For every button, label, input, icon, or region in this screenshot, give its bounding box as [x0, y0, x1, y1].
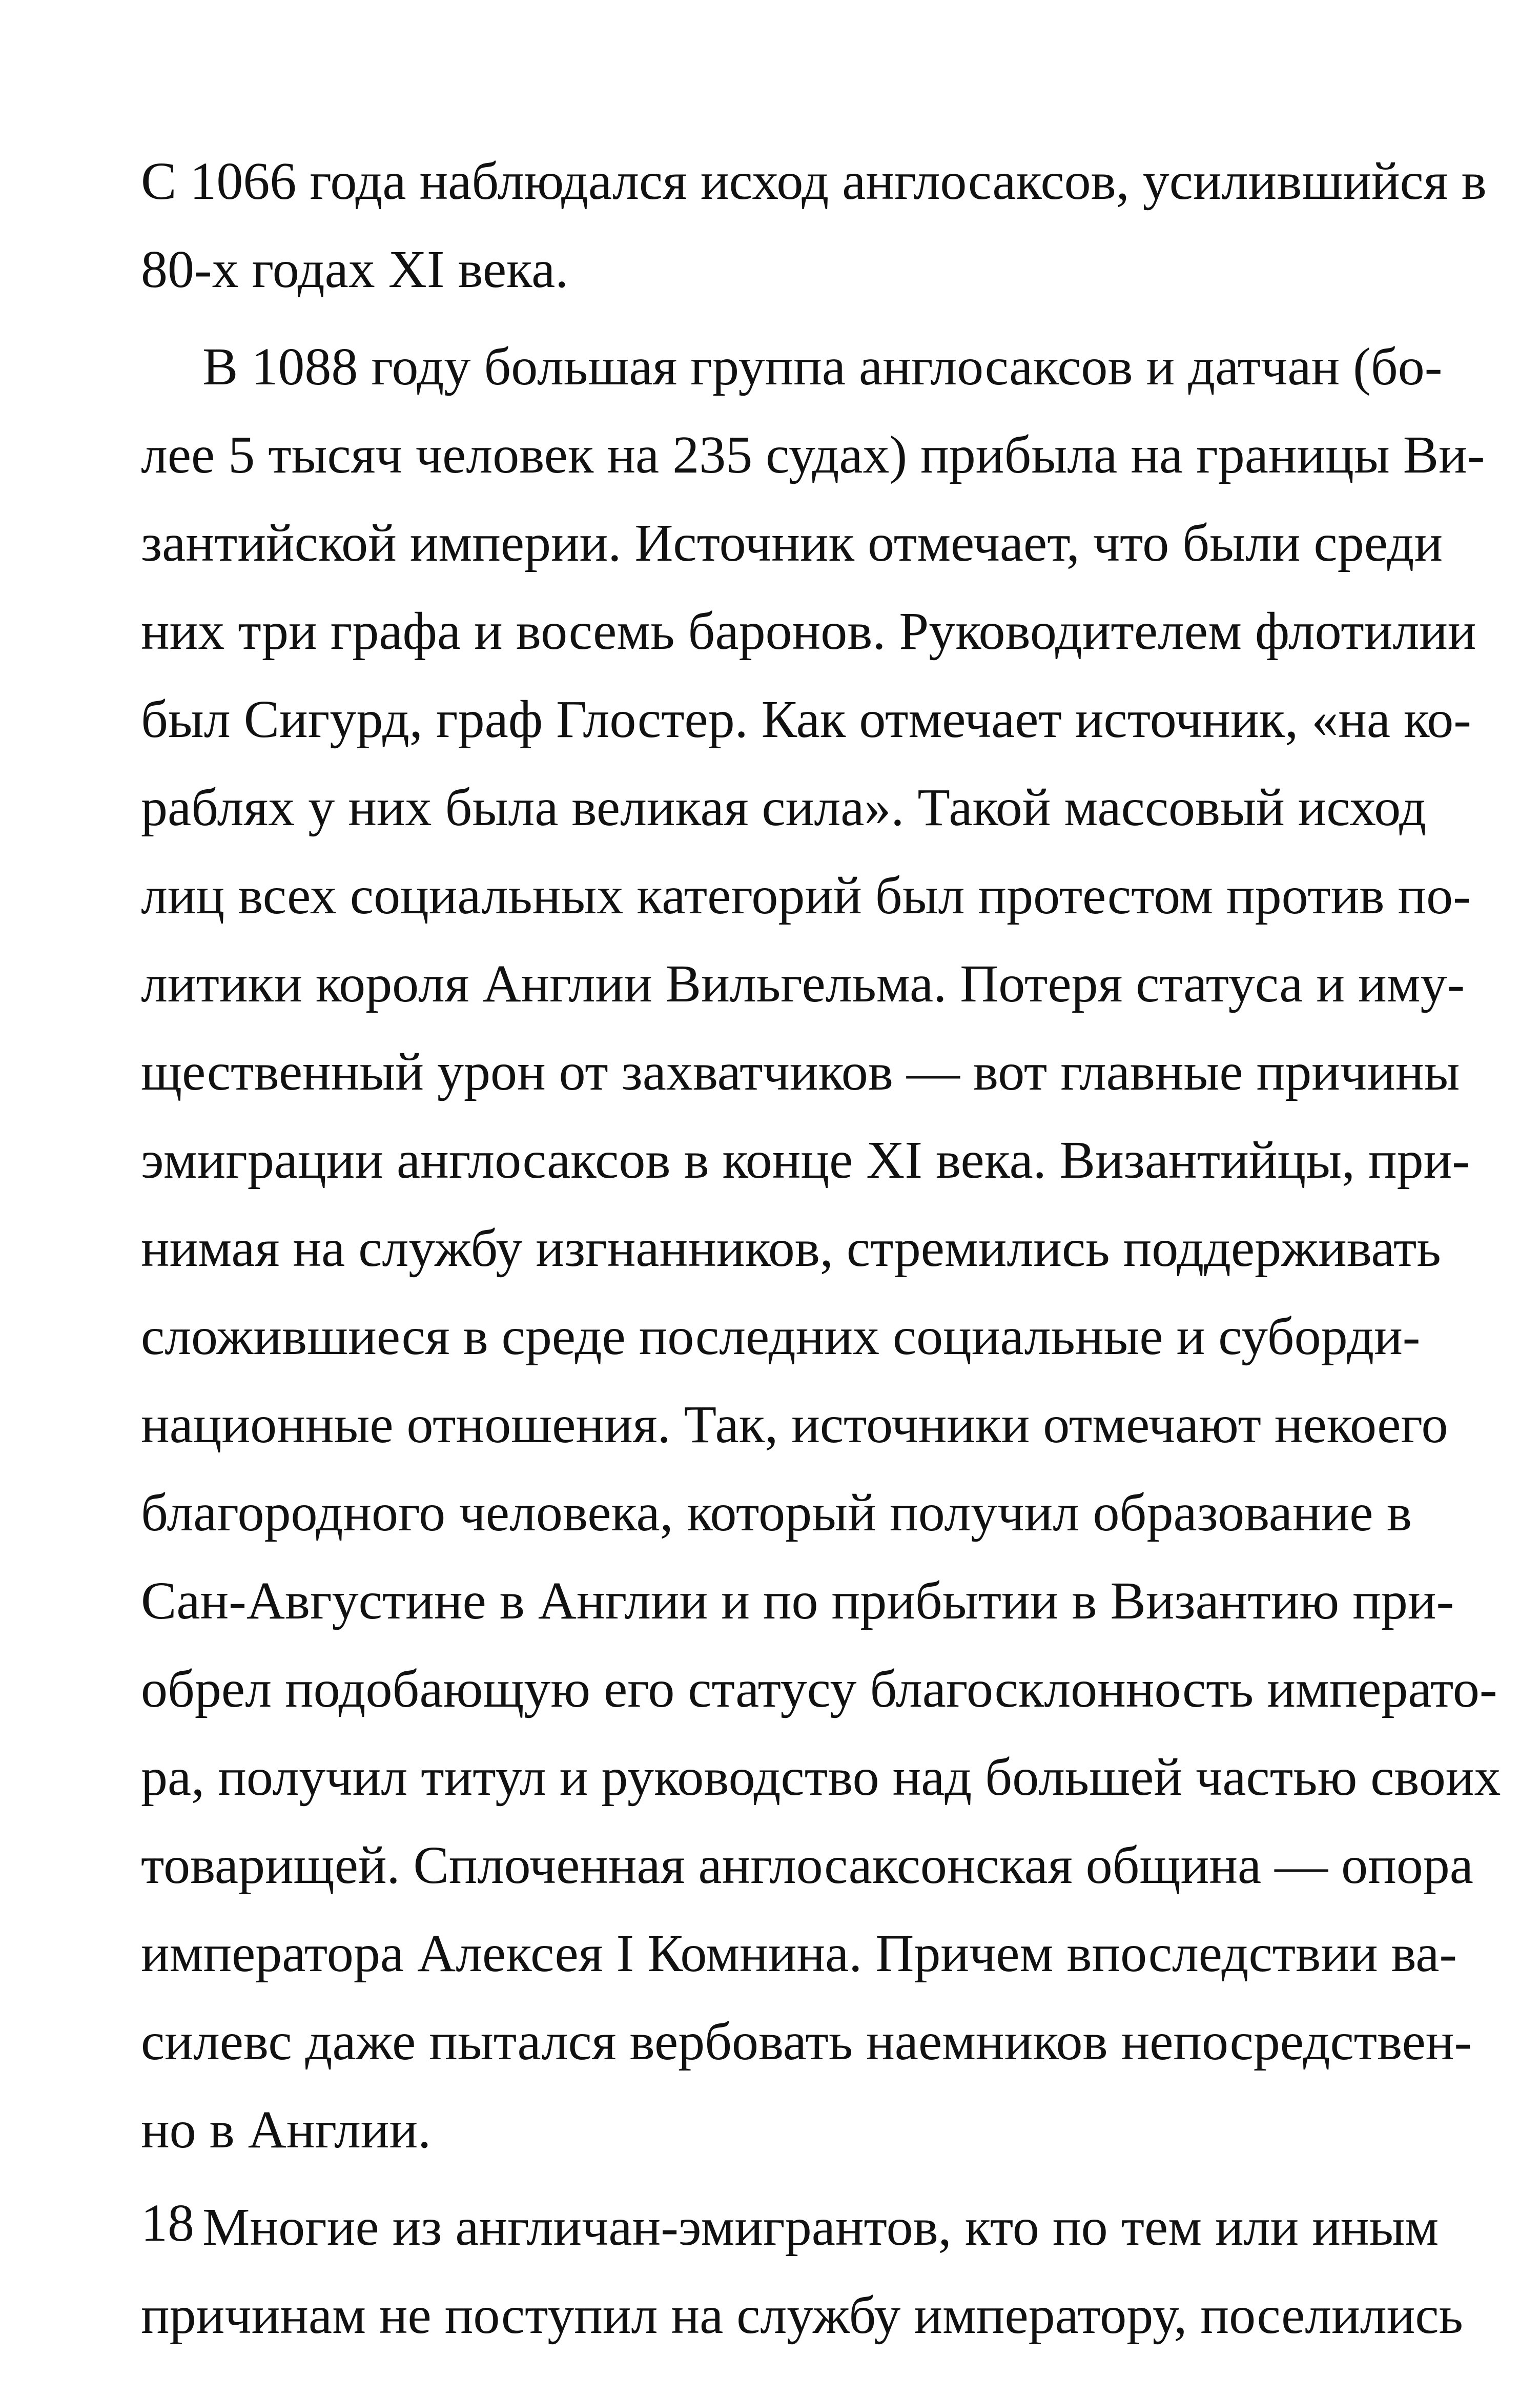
text-line: обрел подобающую его статусу благосклонность императо- [141, 1659, 1497, 1718]
text-line: литики короля Англии Вильгельма. Потеря статуса и иму- [141, 954, 1465, 1013]
text-line: С 1066 года наблюдался исход англосаксов, усилившийся в [141, 152, 1487, 211]
text-line: но в Англии. [141, 2100, 432, 2159]
paragraph-gap [141, 2174, 1412, 2183]
text-line: товарищей. Сплоченная англосаксонская община — опора [141, 1836, 1473, 1895]
text-line: них три графа и восемь баронов. Руководителем флотилии [141, 602, 1476, 661]
text-line: Сан-Августине в Англии и по прибытии в Византию при- [141, 1571, 1454, 1630]
text-line: раблях у них была великая сила». Такой массовый исход [141, 778, 1427, 837]
text-line: лиц всех социальных категорий был протестом против по- [141, 866, 1471, 925]
body-text [141, 137, 1501, 2360]
text-line: национные отношения. Так, источники отмечают некоего [141, 1395, 1448, 1454]
text-line: лее 5 тысяч человек на 235 судах) прибыла на границы Ви- [141, 425, 1485, 484]
paragraph-1 [141, 137, 1487, 314]
paragraph-gap [141, 314, 1412, 323]
text-line: эмиграции англосаксов в конце XI века. Византийцы, при- [141, 1131, 1470, 1190]
text-line: нимая на службу изгнанников, стремились поддерживать [141, 1219, 1441, 1278]
paragraph-2 [141, 323, 1501, 2174]
text-line: был Сигурд, граф Глостер. Как отмечает источник, «на ко- [141, 690, 1471, 749]
text-line: В 1088 году большая группа англосаксов и датчан (бо- [202, 337, 1443, 396]
text-line: императора Алексея I Комнина. Причем впоследствии ва- [141, 1924, 1457, 1983]
paragraph-3 [141, 2183, 1463, 2360]
text-line: ра, получил титул и руководство над большей частью своих [141, 1748, 1501, 1807]
text-line: благородного человека, который получил образование в [141, 1483, 1412, 1542]
text-line: щественный урон от захватчиков — вот главные причины [141, 1042, 1460, 1101]
text-line: причинам не поступил на службу императору, поселились [141, 2286, 1463, 2345]
text-line: Многие из англичан-эмигрантов, кто по тем или иным [202, 2198, 1439, 2257]
text-line: зантийской империи. Источник отмечает, что были среди [141, 514, 1443, 572]
text-line: 80-х годах XI века. [141, 240, 569, 299]
page-number: 18 [141, 2194, 194, 2252]
text-line: сложившиеся в среде последних социальные и суборди- [141, 1307, 1421, 1366]
text-line: силевс даже пытался вербовать наемников непосредствен- [141, 2012, 1472, 2071]
